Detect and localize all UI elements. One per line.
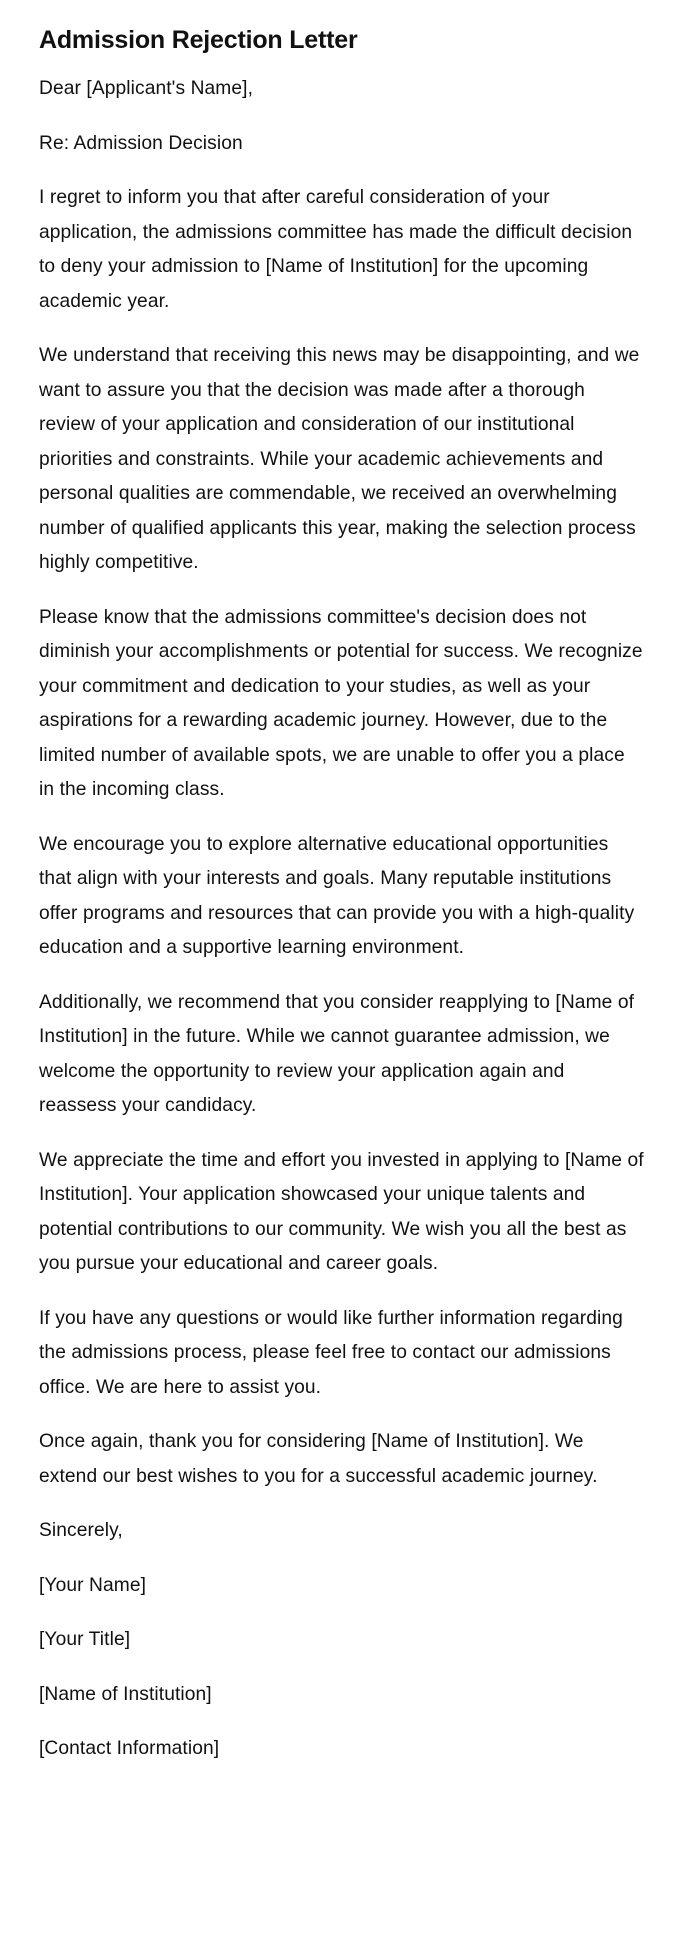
signature-institution: [Name of Institution]	[39, 1683, 212, 1705]
letter-title: Admission Rejection Letter	[39, 26, 358, 54]
body-paragraph-5: Additionally, we recommend that you consider reapplying to [Name of Institution] in the future. While we cannot guarantee admission, we welcome the opportunity to review your application again and reassess your candidacy.	[39, 991, 635, 1116]
body-paragraph-4: We encourage you to explore alternative educational opportunities that align with your interests and goals. Many reputable institutions offer programs and resources that can provide you with a high-quality education and a supportive learning environment.	[39, 833, 635, 958]
body-paragraph-2: We understand that receiving this news may be disappointing, and we want to assure you that the decision was made after a thorough review of your application and consideration of our institutional priorities and constraints. While your academic achievements and personal qualities are commendable, we received an overwhelming number of qualified applicants this year, making the selection process highly competitive.	[39, 345, 640, 573]
body-paragraph-6: We appreciate the time and effort you invested in applying to [Name of Institution]. Your application showcased your unique talents and potential contributions to our community. We wish you all the best as you pursue your educational and career goals.	[39, 1149, 644, 1274]
body-paragraph-3: Please know that the admissions committee's decision does not diminish your accomplishments or potential for success. We recognize your commitment and dedication to your studies, as well as your aspirations for a rewarding academic journey. However, due to the limited number of available spots, we are unable to offer you a place in the incoming class.	[39, 606, 643, 800]
salutation: Dear [Applicant's Name],	[39, 78, 254, 99]
body-paragraph-1: I regret to inform you that after careful consideration of your application, the admissions committee has made the difficult decision to deny your admission to [Name of Institution] for the upcoming academic year.	[39, 187, 633, 312]
closing: Sincerely,	[39, 1520, 123, 1541]
signature-contact: [Contact Information]	[39, 1738, 220, 1759]
signoff-block	[39, 1514, 644, 1767]
subject-line: Re: Admission Decision	[39, 132, 243, 154]
body-paragraph-7: If you have any questions or would like further information regarding the admissions process, please feel free to contact our admissions office. We are here to assist you.	[39, 1307, 623, 1398]
signature-name: [Your Name]	[39, 1574, 147, 1596]
body-paragraph-8: Once again, thank you for considering [Name of Institution]. We extend our best wishes to you for a successful academic journey.	[39, 1431, 598, 1487]
signature-title: [Your Title]	[39, 1629, 131, 1650]
